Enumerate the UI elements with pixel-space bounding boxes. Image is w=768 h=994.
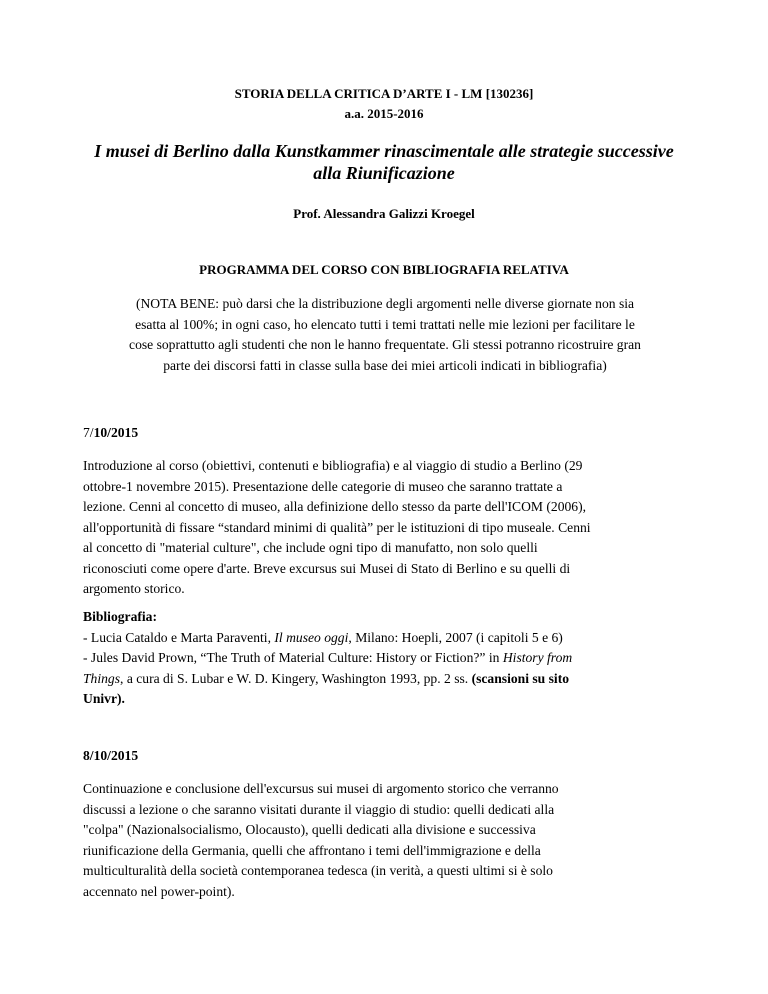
session-text-line: Continuazione e conclusione dell'excursus sui musei di argomento storico che verranno <box>83 781 559 796</box>
session-text-line: riconosciuti come opere d'arte. Breve excursus sui Musei di Stato di Berlino e su quelli di <box>83 560 571 576</box>
scan-note: Univr). <box>83 691 125 706</box>
session-date-prefix: 7/ <box>83 425 94 440</box>
session-text-line: multiculturalità della società contemporanea tedesca (in verità, a questi ultimi si è solo <box>83 863 553 878</box>
note-line: esatta al 100%; in ogni caso, ho elencato tutti i temi trattati nelle mie lezioni per facilitare le <box>135 316 635 332</box>
session-date-bold: 8/10/2015 <box>83 748 139 763</box>
program-heading: PROGRAMMA DEL CORSO CON BIBLIOGRAFIA RELATIVA <box>199 262 569 277</box>
session-description <box>83 779 689 902</box>
course-title-line-2: alla Riunificazione <box>313 163 455 183</box>
session-text-line: discussi a lezione o che saranno visitati durante il viaggio di studio: quelli dedicati alla <box>83 801 555 817</box>
scan-note: (scansioni su sito <box>471 670 570 686</box>
book-title: Things <box>83 670 121 686</box>
book-title: History from <box>502 650 573 665</box>
session-text-line: "colpa" (Nazionalsocialismo, Olocausto), quelli dedicati alla divisione e successiva <box>83 822 536 837</box>
session-text-line: accennato nel power-point). <box>83 883 235 899</box>
session-text-line: riunificazione della Germania, quelli che affrontano i temi dell'immigrazione e della <box>83 842 541 858</box>
course-title-line-1: I musei di Berlino dalla Kunstkammer rinascimentale alle strategie successive <box>94 141 674 161</box>
bibliography-item-cont: Things, a cura di S. Lubar e W. D. Kingery, Washington 1993, pp. 2 ss. (scansioni su sito <box>83 670 570 686</box>
book-title: Il museo oggi <box>274 629 349 645</box>
session-date <box>83 748 138 764</box>
bibliography-label: Bibliografia: <box>83 609 158 624</box>
professor-name: Prof. Alessandra Galizzi Kroegel <box>293 206 475 221</box>
session-text-line: all'opportunità di fissare “standard minimi di qualità” per le istituzioni di tipo museale. Cenni <box>83 519 591 535</box>
session-description <box>83 456 689 600</box>
course-code-heading: STORIA DELLA CRITICA D’ARTE I - LM [130236] <box>234 86 534 101</box>
session-text-line: lezione. Cenni al concetto di museo, alla definizione dello stesso da parte dell'ICOM (2006), <box>83 499 587 514</box>
session-text-line: Introduzione al corso (obiettivi, contenuti e bibliografia) e al viaggio di studio a Berlino (29 <box>83 458 583 473</box>
session-text-line: argomento storico. <box>83 581 185 596</box>
bibliography-item: - Jules David Prown, “The Truth of Material Culture: History or Fiction?” in History from <box>83 650 573 665</box>
nota-bene-paragraph <box>95 294 675 376</box>
session-text-line: ottobre-1 novembre 2015). Presentazione delle categorie di museo che saranno trattate a <box>83 478 563 494</box>
academic-year: a.a. 2015-2016 <box>344 106 424 121</box>
session-date <box>83 425 138 441</box>
note-line: (NOTA BENE: può darsi che la distribuzione degli argomenti nelle diverse giornate non sia <box>135 296 635 311</box>
bibliography <box>83 607 689 710</box>
course-title <box>80 140 688 184</box>
session-text-line: al concetto di "material culture", che include ogni tipo di manufatto, non solo quelli <box>83 540 538 555</box>
note-line: parte dei discorsi fatti in classe sulla base dei miei articoli indicati in bibliografia) <box>163 357 607 373</box>
session-date-bold: 10/2015 <box>93 425 139 440</box>
bibliography-item: - Lucia Cataldo e Marta Paraventi, Il museo oggi, Milano: Hoepli, 2007 (i capitoli 5 e 6) <box>83 629 563 645</box>
note-line: cose soprattutto agli studenti che non le hanno frequentate. Gli stessi potranno ricostruire gran <box>129 337 641 352</box>
